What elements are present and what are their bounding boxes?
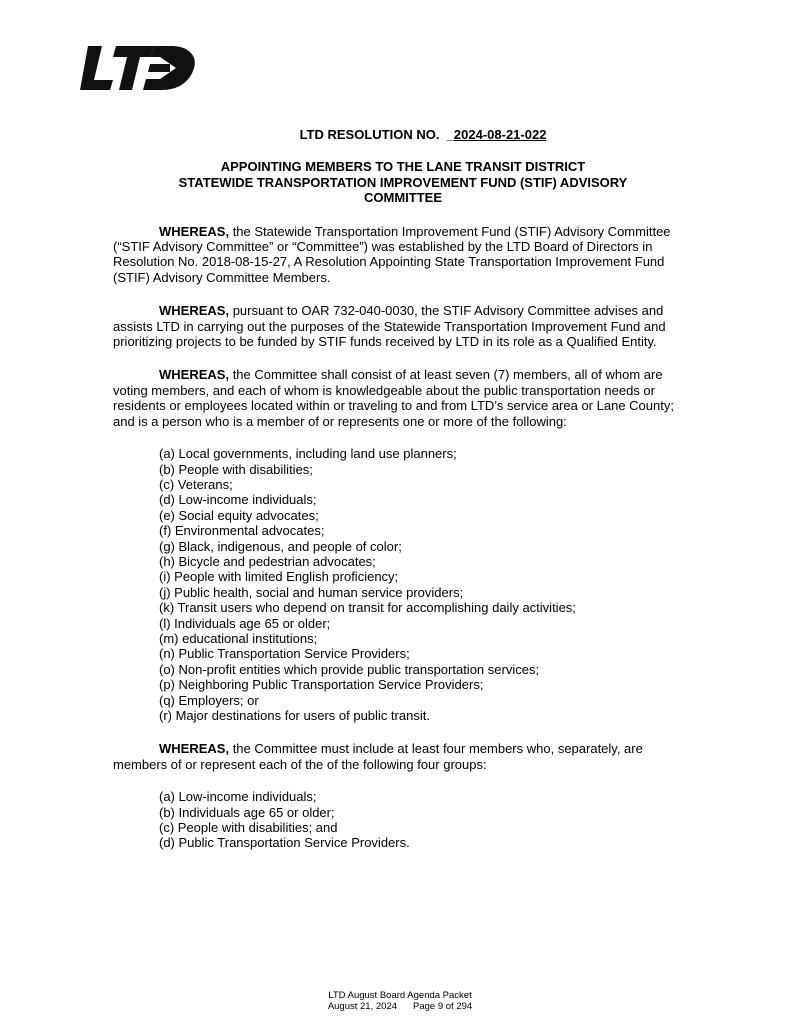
footer-page-number: Page 9 of 294 <box>413 1001 473 1012</box>
resolution-title <box>113 159 693 205</box>
ltd-logo <box>80 44 198 92</box>
list-item: (o) Non-profit entities which provide public transportation services; <box>159 661 540 677</box>
required-groups-list <box>159 789 693 851</box>
list-item: (c) People with disabilities; and <box>159 820 338 836</box>
whereas-paragraph-4 <box>113 741 693 772</box>
paragraph-text: pursuant to OAR 732-040-0030, the STIF Advisory Committee advises and assists LTD in carrying out the purposes of the Statewide Transportation Improvement Fund and prioritizing projects to be funded by STIF funds received by LTD in its role as a Qualified Entity. <box>113 303 666 350</box>
whereas-paragraph-2 <box>113 303 693 349</box>
whereas-paragraph-3 <box>113 367 693 429</box>
list-item: (q) Employers; or <box>159 692 259 708</box>
list-item: (n) Public Transportation Service Providers; <box>159 646 410 662</box>
list-item: (r) Major destinations for users of public transit. <box>159 708 430 723</box>
paragraph-text: the Statewide Transportation Improvement Fund (STIF) Advisory Committee (“STIF Advisory Committee” or “Committee”) was established by the LTD Board of Directors in Resolution No. 2018-08-15-27, A Resolution Appointing State Transportation Improvement Fund (STIF) Advisory Committee Members. <box>113 223 671 285</box>
membership-categories-list <box>159 446 693 723</box>
list-item: (f) Environmental advocates; <box>159 523 325 539</box>
list-item: (i) People with limited English proficiency; <box>159 569 399 585</box>
title-line: APPOINTING MEMBERS TO THE LANE TRANSIT DISTRICT <box>220 159 586 175</box>
paragraph-text: the Committee must include at least four members who, separately, are members of or represent each of the of the following four groups: <box>113 741 643 772</box>
whereas-lead: WHEREAS, <box>159 367 230 383</box>
list-item: (d) Public Transportation Service Providers. <box>159 835 410 851</box>
list-item: (d) Low-income individuals; <box>159 492 317 508</box>
footer-date: August 21, 2024 <box>327 1001 398 1012</box>
whereas-lead: WHEREAS, <box>159 741 230 757</box>
list-item: (g) Black, indigenous, and people of color; <box>159 538 402 554</box>
list-item: (e) Social equity advocates; <box>159 507 319 523</box>
list-item: (b) People with disabilities; <box>159 461 313 477</box>
list-item: (a) Low-income individuals; <box>159 789 317 805</box>
paragraph-text: the Committee shall consist of at least seven (7) members, all of whom are voting members, and each of whom is knowledgeable about the public transportation needs or residents or employees located within or traveling to and from LTD’s service area or Lane County; and is a person who is a member of or represents one or more of the following: <box>113 367 674 429</box>
list-item: (l) Individuals age 65 or older; <box>159 615 331 631</box>
list-item: (k) Transit users who depend on transit for accomplishing daily activities; <box>159 600 576 616</box>
list-item: (c) Veterans; <box>159 476 233 492</box>
page-footer <box>0 990 800 1012</box>
resolution-document <box>113 127 693 851</box>
whereas-paragraph-1 <box>113 224 693 286</box>
footer-date-page <box>0 1001 800 1012</box>
list-item: (a) Local governments, including land use planners; <box>159 446 457 462</box>
whereas-lead: WHEREAS, <box>159 223 230 239</box>
whereas-lead: WHEREAS, <box>159 303 230 319</box>
list-item: (m) educational institutions; <box>159 630 318 646</box>
footer-packet-title: LTD August Board Agenda Packet <box>328 990 472 1001</box>
list-item: (h) Bicycle and pedestrian advocates; <box>159 553 376 569</box>
resolution-label: LTD RESOLUTION NO. <box>299 127 440 142</box>
list-item: (b) Individuals age 65 or older; <box>159 804 335 820</box>
title-line: COMMITTEE <box>364 190 442 206</box>
list-item: (p) Neighboring Public Transportation Service Providers; <box>159 677 484 693</box>
resolution-number-line: LTD RESOLUTION NO. _2024-08-21-022 <box>299 127 547 142</box>
list-item: (j) Public health, social and human service providers; <box>159 584 464 600</box>
resolution-number: 2024-08-21-022 <box>453 127 547 142</box>
title-line: STATEWIDE TRANSPORTATION IMPROVEMENT FUND (STIF) ADVISORY <box>178 174 628 190</box>
